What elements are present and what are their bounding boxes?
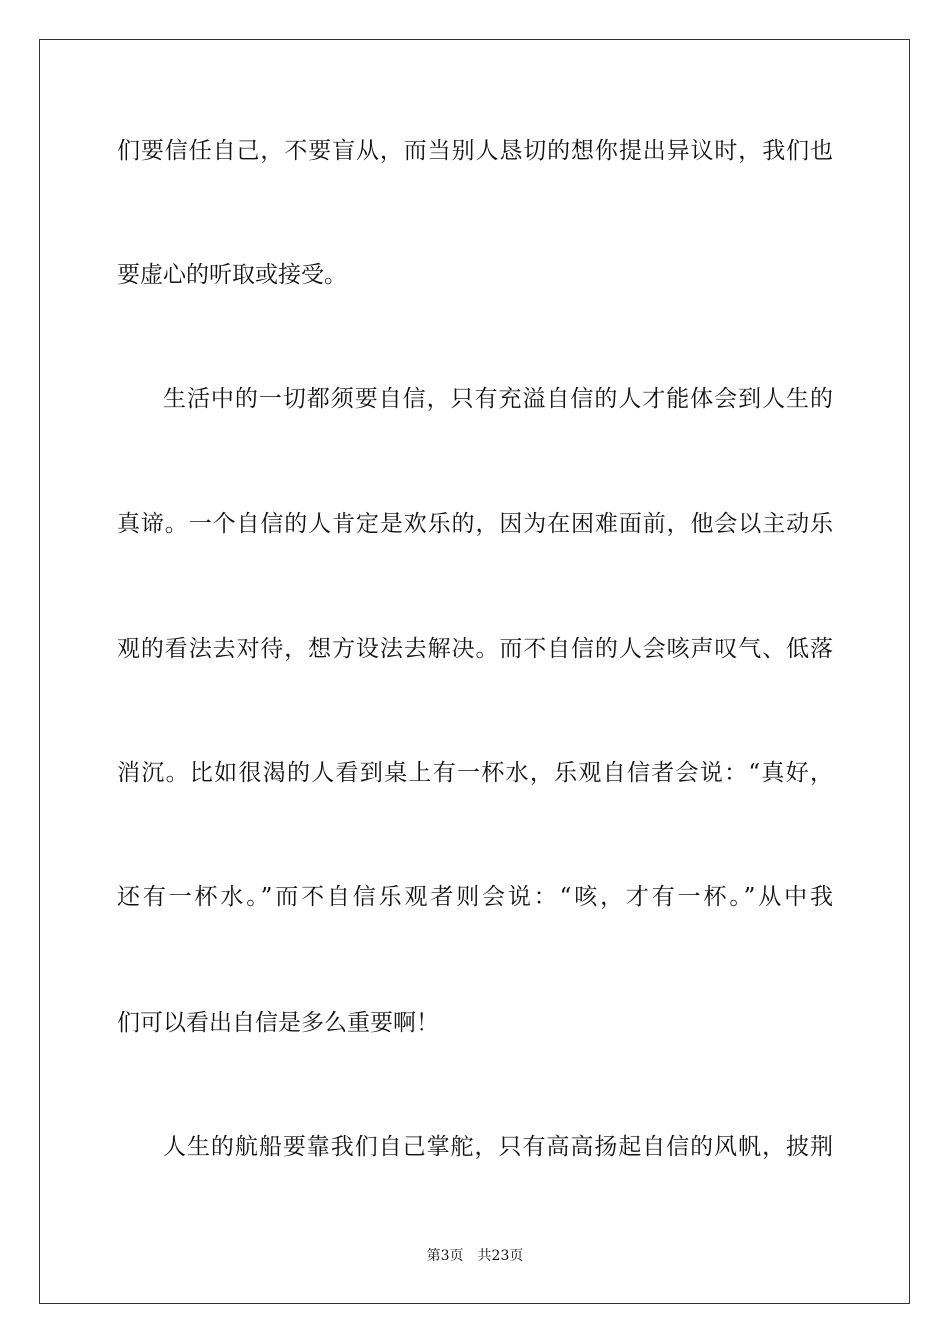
text-line-2: 要虚心的听取或接受。	[117, 262, 347, 288]
page-border	[39, 39, 910, 1304]
text-line-7: 还有一杯水。”而不自信乐观者则会说：“咳，才有一杯。”从中我	[117, 884, 833, 910]
text-line-8: 们可以看出自信是多么重要啊！	[117, 1010, 439, 1036]
text-line-3: 生活中的一切都须要自信，只有充溢自信的人才能体会到人生的	[163, 386, 833, 412]
text-line-1: 们要信任自己，不要盲从，而当别人恳切的想你提出异议时，我们也	[117, 138, 833, 164]
text-line-5: 观的看法去对待，想方设法去解决。而不自信的人会咳声叹气、低落	[117, 636, 833, 662]
page-total: 共23页	[477, 1248, 524, 1264]
text-line-4: 真谛。一个自信的人肯定是欢乐的，因为在困难面前，他会以主动乐	[117, 511, 833, 537]
page-number: 第3页	[426, 1248, 464, 1264]
text-line-6: 消沉。比如很渴的人看到桌上有一杯水，乐观自信者会说：“真好，	[117, 760, 833, 786]
page-footer	[0, 1246, 950, 1266]
text-line-9: 人生的航船要靠我们自己掌舵，只有高高扬起自信的风帆，披荆	[163, 1134, 833, 1160]
